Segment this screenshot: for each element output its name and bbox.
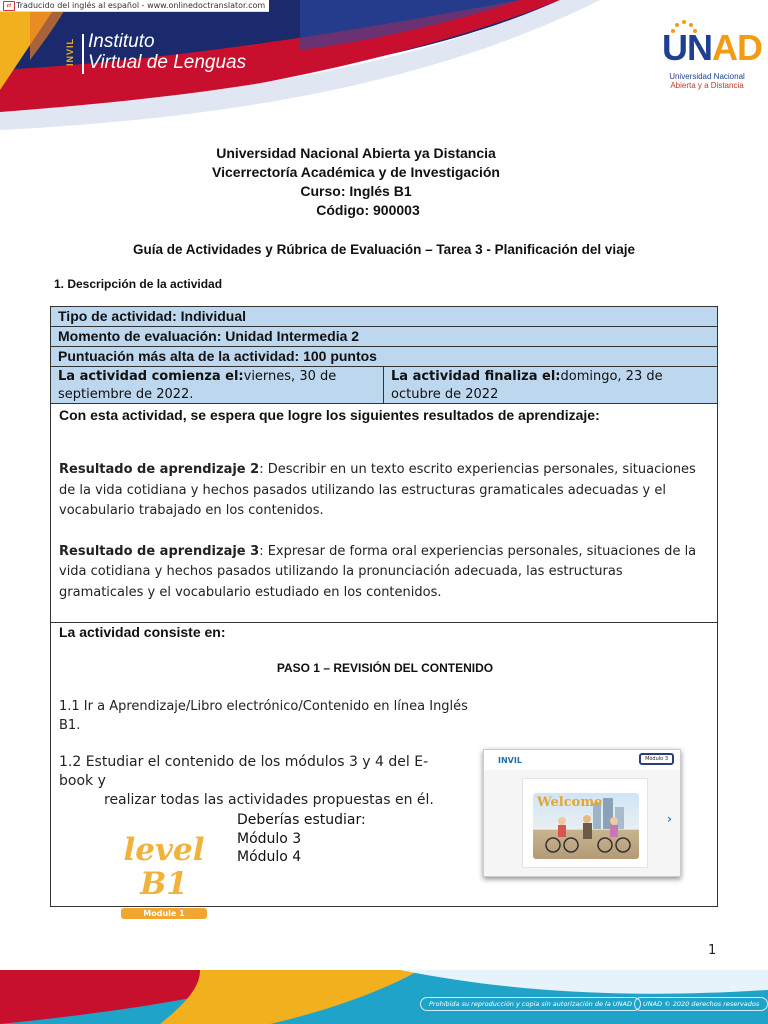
translation-notice[interactable]: [0, 0, 269, 12]
course-name: Curso: Inglés B1: [300, 183, 412, 199]
institute-title-line1: Instituto: [88, 31, 155, 52]
learning-outcomes-cell: [51, 404, 717, 623]
level-b1-logo: [109, 832, 219, 918]
study-list: [237, 811, 366, 867]
course-code: Código: 900003: [316, 202, 420, 218]
step1-2-text: [59, 753, 459, 810]
institute-title: [88, 31, 246, 73]
footer-rights: UNAD © 2020 derechos reservados: [634, 997, 768, 1011]
unad-logo: [662, 20, 762, 90]
unad-logo-word: UNAD: [662, 27, 762, 68]
level-module-badge: Module 1: [121, 908, 206, 919]
footer-banner: [0, 970, 768, 1024]
evaluation-moment-row: Momento de evaluación: Unidad Intermedia 2: [51, 327, 717, 347]
activity-consists-title: La actividad consiste en:: [59, 624, 226, 640]
unad-logo-subtitle: [662, 72, 752, 90]
ebook-welcome-text: Welcome: [537, 795, 603, 810]
activity-table: [50, 306, 718, 918]
unad-logo-sub1: Universidad Nacional: [669, 72, 745, 81]
ebook-topbar: [484, 750, 680, 770]
ebook-screenshot: [483, 749, 681, 877]
learning-outcome-2-label: Resultado de aprendizaje 2: [59, 462, 260, 477]
start-date-cell: [51, 367, 384, 403]
step1-1-text: 1.1 Ir a Aprendizaje/Libro electrónico/Contenido en línea Inglés B1.: [59, 699, 468, 733]
header-banner: [0, 0, 768, 135]
footer-copyright-notice: Prohibida su reproducción y copia sin autorización de la UNAD: [420, 997, 641, 1011]
page-number: 1: [708, 943, 717, 958]
unad-logo-sub2: Abierta y a Distancia: [670, 81, 744, 90]
activity-description-cell: [51, 623, 717, 918]
end-date-cell: [384, 367, 717, 403]
chevron-right-icon: ›: [667, 812, 672, 826]
study-module-4: Módulo 4: [237, 849, 302, 865]
learning-outcome-3-label: Resultado de aprendizaje 3: [59, 543, 260, 559]
ebook-module-button: Módulo 3: [639, 753, 674, 765]
study-module-3: Módulo 3: [237, 830, 302, 847]
step1-2-line1: 1.2 Estudiar el contenido de los módulos 3 y 4 del E-book y: [59, 754, 429, 789]
dates-row: [51, 367, 717, 404]
translate-icon: ⇄: [3, 1, 15, 11]
study-label: Deberías estudiar:: [237, 812, 366, 828]
learning-outcome-3: [59, 542, 709, 604]
institute-title-line2: Virtual de Lenguas: [88, 52, 247, 73]
learning-outcome-2-text: : Describir en un texto escrito experiencias personales, situaciones de la vida cotidiana y hechos pasados utilizando las estructuras gramaticales adecuadas y el vocabulario trabajado en los contenidos.: [59, 462, 696, 518]
learning-outcomes-title: Con esta actividad, se espera que logre los siguientes resultados de aprendizaje:: [59, 407, 600, 423]
activity-type-row: Tipo de actividad: Individual: [51, 307, 717, 327]
vice-rectorate: Vicerrectoría Académica y de Investigación: [212, 164, 500, 180]
end-date-value: domingo, 23 de octubre de 2022: [391, 369, 663, 402]
institute-divider: [82, 34, 84, 74]
section-title: 1. Descripción de la actividad: [54, 277, 223, 291]
start-date-value: viernes, 30 de septiembre de 2022.: [58, 369, 337, 402]
level-b1-word: level B1: [123, 832, 205, 902]
ebook-welcome-card: [522, 778, 648, 868]
guide-title: Guía de Actividades y Rúbrica de Evaluación – Tarea 3 - Planificación del viaje: [133, 242, 635, 257]
step1-2-line2: realizar todas las actividades propuestas en él.: [104, 792, 434, 808]
translation-notice-text: Traducido del inglés al español - www.onlinedoctranslator.com: [16, 1, 266, 10]
invil-label: INVIL: [65, 38, 75, 67]
learning-outcome-3-text: : Expresar de forma oral experiencias personales, situaciones de la vida cotidiana y hechos pasados utilizando la pronunciación adecuada, las estructuras gramaticales y el vocabulario estudiado en los contenidos.: [59, 543, 697, 600]
ebook-invil-logo: INVIL: [498, 756, 522, 765]
learning-outcome-2: [59, 460, 709, 522]
max-score-row: Puntuación más alta de la actividad: 100 puntos: [51, 347, 717, 367]
start-date-label: La actividad comienza el:: [58, 369, 244, 384]
step1-title: PASO 1 – REVISIÓN DEL CONTENIDO: [276, 661, 494, 675]
end-date-label: La actividad finaliza el:: [391, 369, 561, 384]
university-name: Universidad Nacional Abierta ya Distancia: [216, 145, 496, 161]
